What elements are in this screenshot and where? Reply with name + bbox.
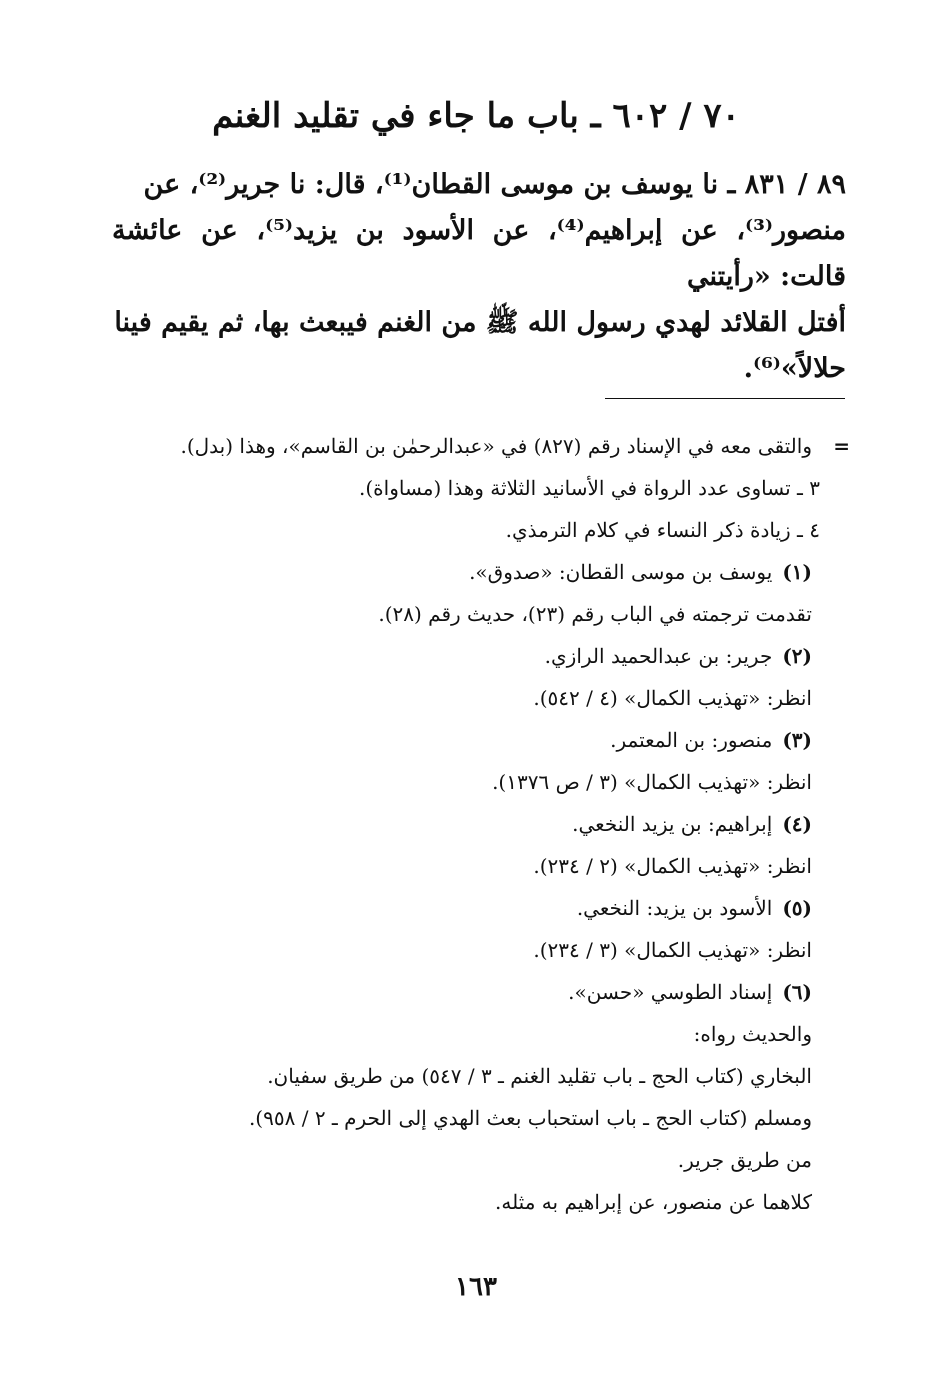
footnote-1	[110, 551, 850, 593]
footnote-separator	[605, 398, 845, 399]
footnote-2	[110, 635, 850, 677]
footnote-6-detail	[110, 1097, 850, 1139]
hadith-line: أفتل القلائد لهدي رسول الله ﷺ من الغنم فيبعث بها، ثم يقيم فينا	[114, 307, 846, 338]
footnote-point	[110, 467, 850, 509]
footnote-6-detail	[110, 1181, 850, 1223]
page-number: ١٦٣	[455, 1272, 497, 1302]
continuation-marker: =	[833, 434, 850, 458]
footnote-6-detail	[110, 1139, 850, 1181]
footnote-text: انظر: «تهذيب الكمال» (٢ / ٢٣٤).	[533, 854, 812, 878]
footnote-5-detail	[110, 929, 850, 971]
chapter-title: ٧٠ / ٦٠٢ ـ باب ما جاء في تقليد الغنم	[212, 96, 740, 136]
footnote-number: (١)	[782, 560, 812, 584]
footnote-4	[110, 803, 850, 845]
footnotes	[110, 425, 850, 1223]
footnote-text: الأسود بن يزيد: النخعي.	[576, 896, 773, 920]
hadith-line: ٨٩ / ٨٣١ ـ نا يوسف بن موسى القطان⁽¹⁾، قال: نا جرير⁽²⁾، عن	[143, 169, 846, 200]
footnote-4-detail	[110, 845, 850, 887]
footnote-text: يوسف بن موسى القطان: «صدوق».	[469, 560, 773, 584]
footnote-3	[110, 719, 850, 761]
footnote-text: انظر: «تهذيب الكمال» (٣ / ص ١٣٧٦).	[492, 770, 812, 794]
footnote-point	[110, 509, 850, 551]
footnote-text: ٤ ـ زيادة ذكر النساء في كلام الترمذي.	[505, 518, 820, 542]
footnote-6-detail	[110, 1013, 850, 1055]
footnote-text: والتقى معه في الإسناد رقم (٨٢٧) في «عبدالرحمٰن بن القاسم»، وهذا (بدل).	[180, 434, 812, 458]
footnote-text: البخاري (كتاب الحج ـ باب تقليد الغنم ـ ٣ / ٥٤٧) من طريق سفيان.	[267, 1064, 812, 1088]
footnote-text: ومسلم (كتاب الحج ـ باب استحباب بعث الهدي إلى الحرم ـ ٢ / ٩٥٨).	[248, 1106, 812, 1130]
footnote-3-detail	[110, 761, 850, 803]
footnote-text: والحديث رواه:	[693, 1022, 812, 1046]
footnote-continuation	[110, 425, 850, 467]
footnote-text: تقدمت ترجمته في الباب رقم (٢٣)، حديث رقم (٢٨).	[378, 602, 812, 626]
footnote-number: (٣)	[782, 728, 812, 752]
footnote-text: كلاهما عن منصور، عن إبراهيم به مثله.	[494, 1190, 812, 1214]
hadith-text	[112, 162, 846, 392]
footnote-text: منصور: بن المعتمر.	[610, 728, 773, 752]
footnote-number: (٢)	[782, 644, 812, 668]
footnote-number: (٥)	[782, 896, 812, 920]
footnote-2-detail	[110, 677, 850, 719]
footnote-text: إسناد الطوسي «حسن».	[568, 980, 773, 1004]
footnote-1-detail	[110, 593, 850, 635]
hadith-line: منصور⁽³⁾، عن إبراهيم⁽⁴⁾، عن الأسود بن يزيد⁽⁵⁾، عن عائشة قالت: «رأيتني	[112, 215, 846, 292]
footnote-text: انظر: «تهذيب الكمال» (٣ / ٢٣٤).	[533, 938, 812, 962]
footnote-6	[110, 971, 850, 1013]
footnote-6-detail	[110, 1055, 850, 1097]
footnote-number: (٤)	[782, 812, 812, 836]
footnote-text: جرير: بن عبدالحميد الرازي.	[544, 644, 773, 668]
footnote-text: انظر: «تهذيب الكمال» (٤ / ٥٤٢).	[533, 686, 812, 710]
footnote-text: ٣ ـ تساوى عدد الرواة في الأسانيد الثلاثة وهذا (مساواة).	[359, 476, 820, 500]
footnote-text: من طريق جرير.	[677, 1148, 812, 1172]
footnote-5	[110, 887, 850, 929]
hadith-line: حلالاً»⁽⁶⁾.	[743, 353, 846, 384]
footnote-number: (٦)	[782, 980, 812, 1004]
footnote-text: إبراهيم: بن يزيد النخعي.	[572, 812, 773, 836]
